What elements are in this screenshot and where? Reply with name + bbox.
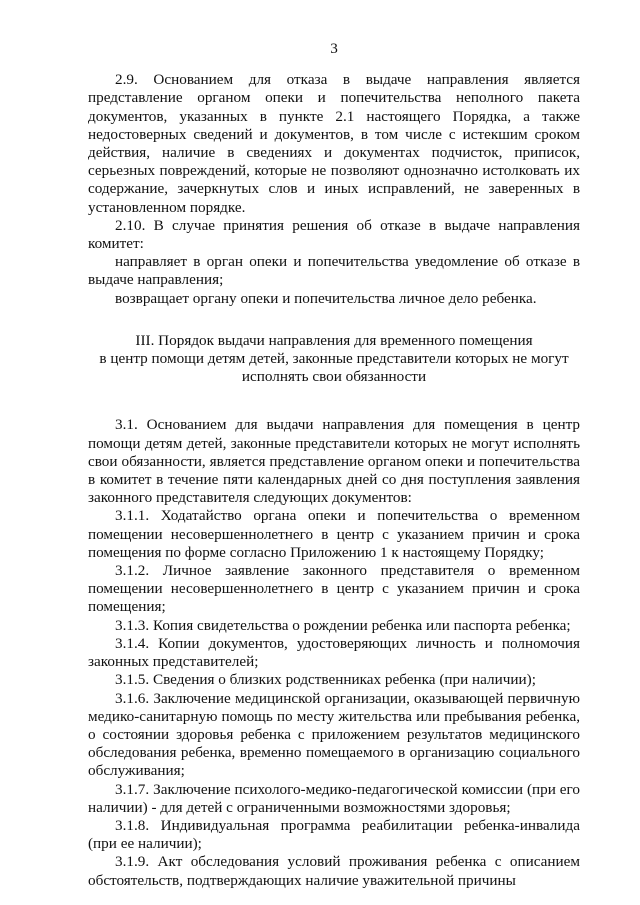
section-3-heading [88,332,580,387]
paragraph-2-10-item-notify: направляет в орган опеки и попечительства уведомление об отказе в выдаче направления; [88,253,580,289]
section-2-tail [88,71,580,308]
paragraph-3-1-5: 3.1.5. Сведения о близких родственниках ребенка (при наличии); [115,671,536,689]
paragraph-3-1-2: 3.1.2. Личное заявление законного представителя о временном помещении несовершеннолетнего в центр с указанием причин и срока помещения; [88,562,580,616]
paragraph-3-1-8: 3.1.8. Индивидуальная программа реабилитации ребенка-инвалида (при ее наличии); [88,816,580,853]
page-number: 3 [330,40,338,57]
paragraph-3-1-7: 3.1.7. Заключение психолого-медико-педагогической комиссии (при его наличии) - для детей с ограниченными возможностями здоровья; [88,780,580,816]
paragraph-3-1-4: 3.1.4. Копии документов, удостоверяющих личность и полномочия законных представителей; [88,634,580,671]
paragraph-3-1-6: 3.1.6. Заключение медицинской организации, оказывающей первичную медико-санитарную помощь по месту жительства или пребывания ребенка, о состоянии здоровья ребенка с приложением результатов медицинского обследования ребенка, временно помещаемого в организацию социального обслуживания; [88,689,580,780]
section-3-heading-line-3: исполнять свои обязанности [241,368,427,386]
section-3-heading-line-2: в центр помощи детям детей, законные представители которых не могут [99,350,569,368]
section-3-heading-line-1: III. Порядок выдачи направления для временного помещения [135,331,533,349]
paragraph-2-10-item-return: возвращает органу опеки и попечительства личное дело ребенка. [115,289,537,307]
paragraph-3-1-1: 3.1.1. Ходатайство органа опеки и попечительства о временном помещении несовершеннолетнего в центр с указанием причин и срока помещения по форме согласно Приложению 1 к настоящему Порядку; [88,507,580,561]
paragraph-3-1-3: 3.1.3. Копия свидетельства о рождении ребенка или паспорта ребенка; [115,616,571,634]
paragraph-3-1-9: 3.1.9. Акт обследования условий проживания ребенка с описанием обстоятельств, подтверждающих наличие уважительной причины [88,853,580,889]
paragraph-2-9: 2.9. Основанием для отказа в выдаче направления является представление органом опеки и попечительства неполного пакета документов, указанных в пункте 2.1 настоящего Порядка, а также недостоверных сведений и документов, в том числе с истекшим сроком действия, наличие в сведениях и документах подчисток, приписок, серьезных повреждений, которые не позволяют однозначно истолковать их содержание, зачеркнутых слов и иных исправлений, не заверенных в установленном порядке. [88,71,580,216]
section-3-body [88,416,580,889]
paragraph-2-10: 2.10. В случае принятия решения об отказе в выдаче направления комитет: [88,216,580,253]
paragraph-3-1: 3.1. Основанием для выдачи направления для помещения в центр помощи детям детей, законные представители которых не могут исполнять свои обязанности, является представление органом опеки и попечительства в комитет в течение пяти календарных дней со дня поступления заявления законного представителя следующих документов: [88,416,580,507]
